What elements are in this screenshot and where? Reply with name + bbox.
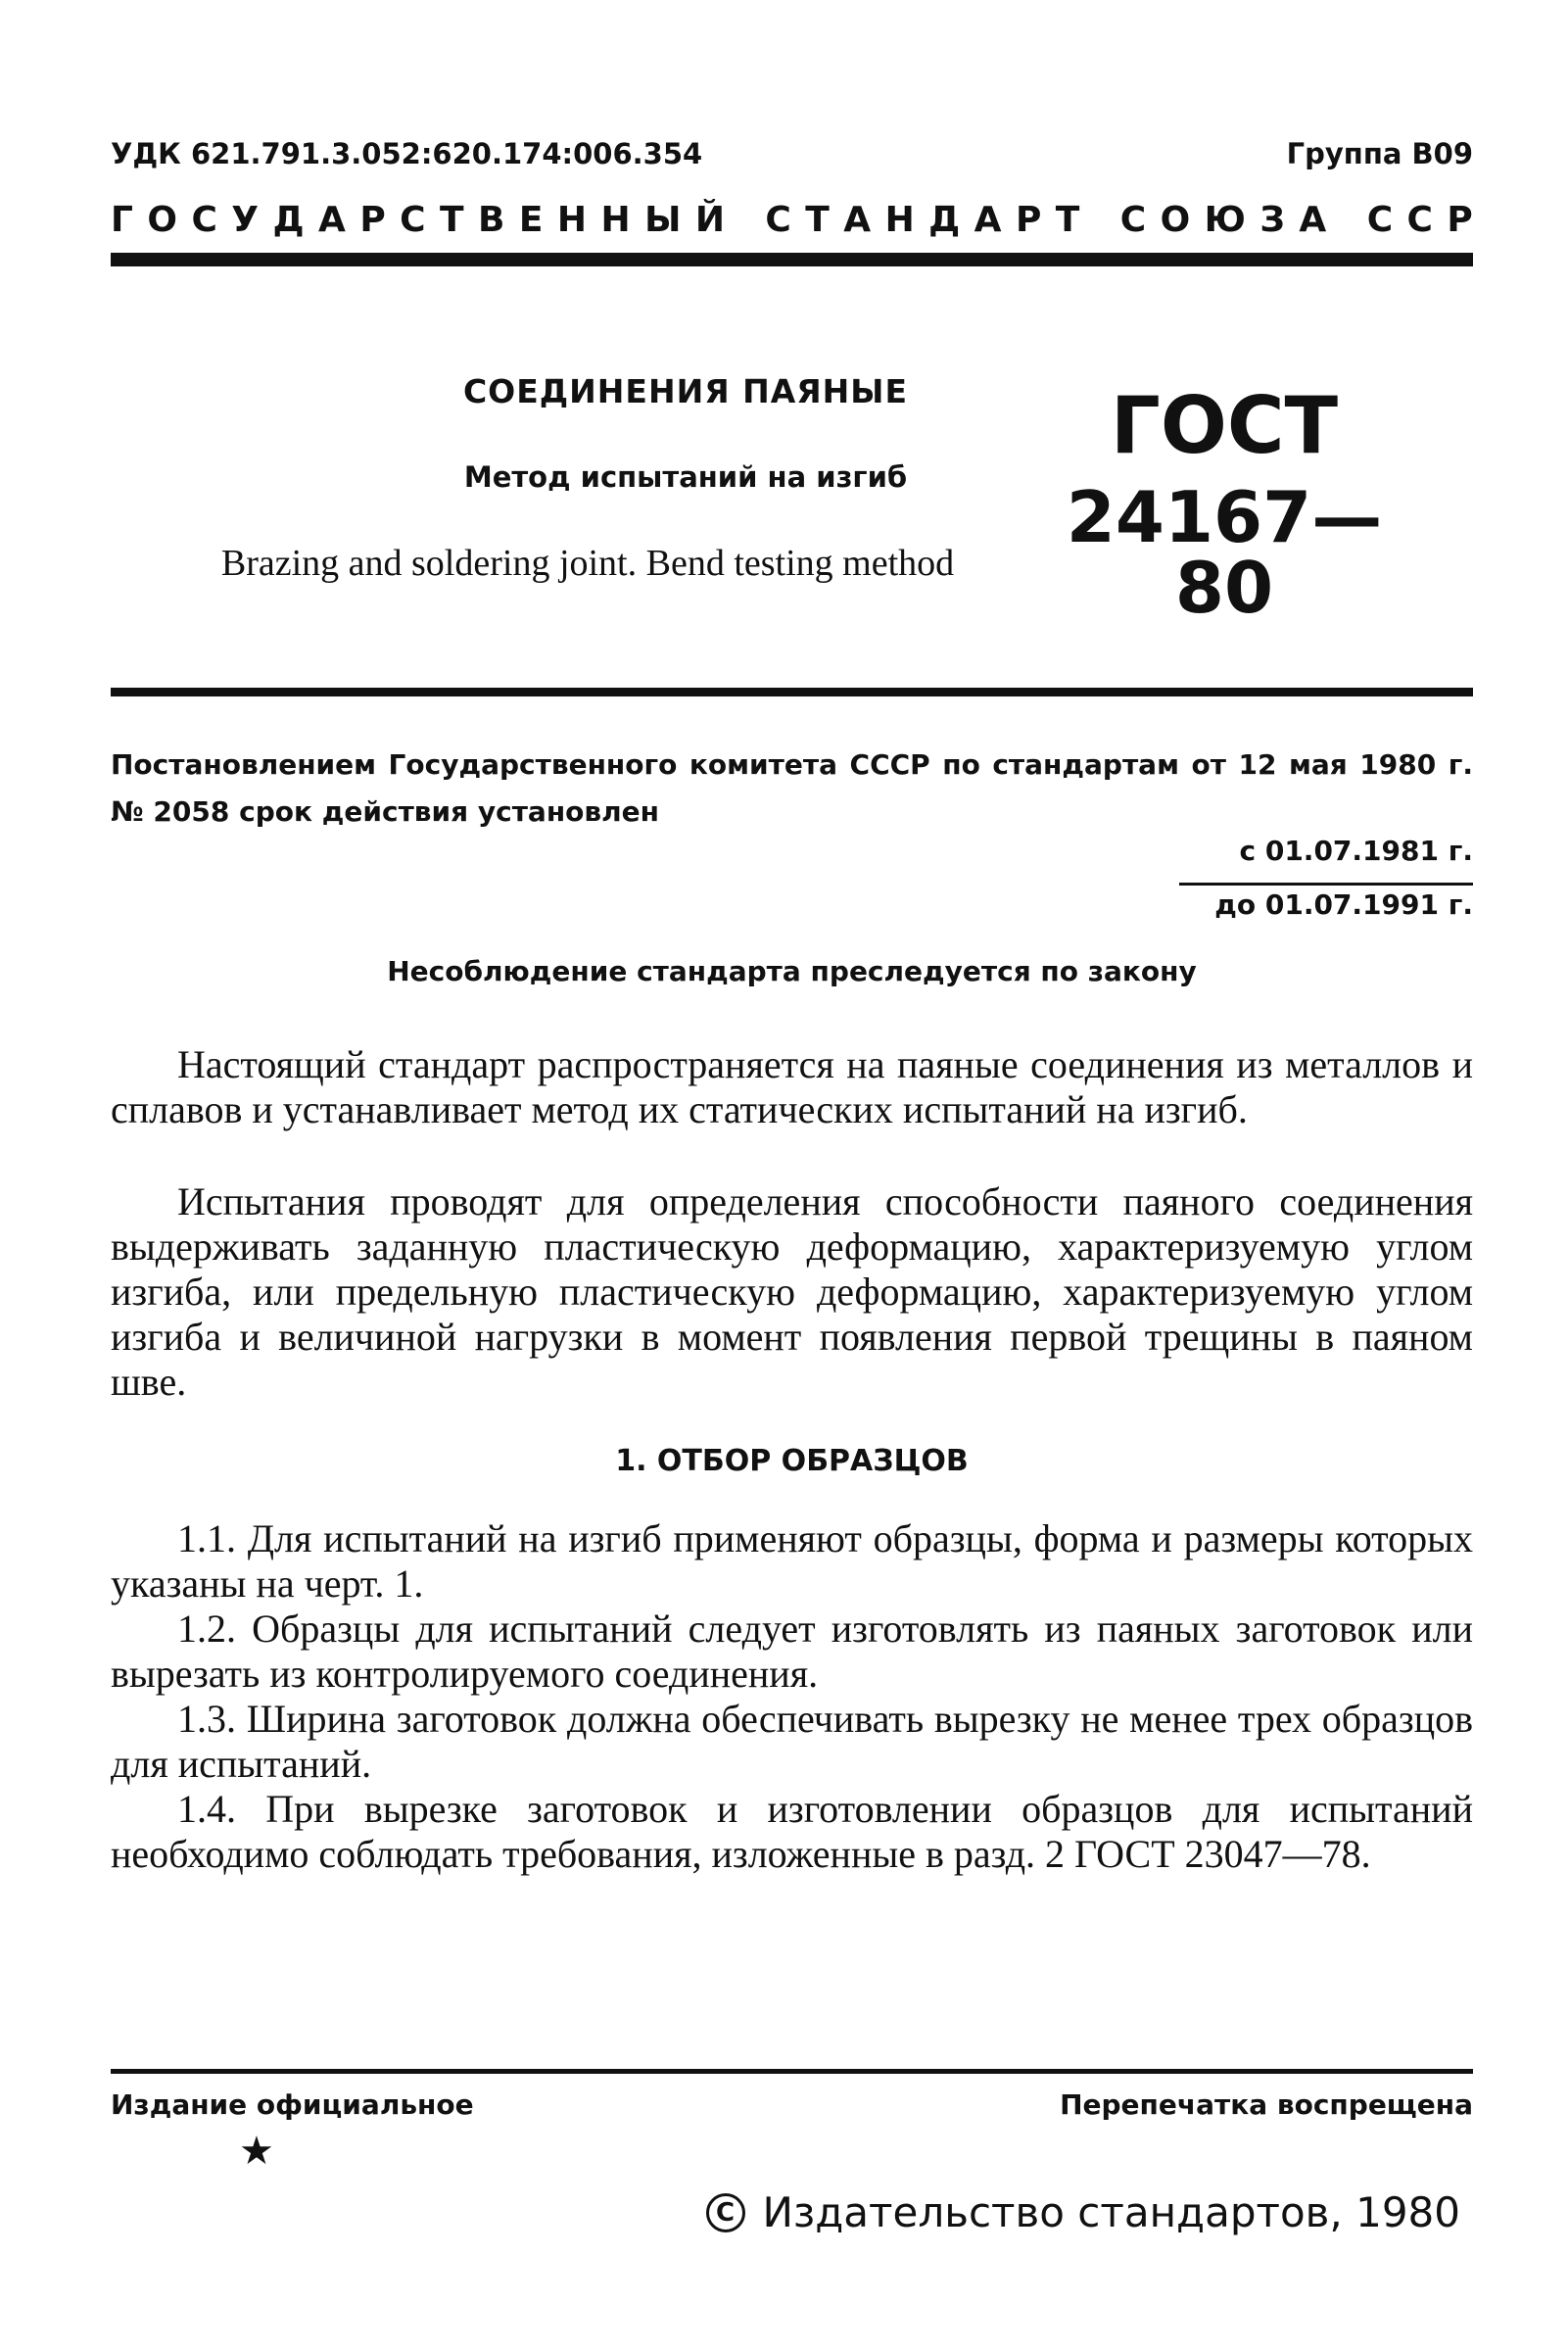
gost-label: ГОСТ — [1110, 380, 1339, 471]
state-standard-letter: А — [318, 200, 346, 240]
state-standard-letter: Г — [111, 200, 133, 240]
gost-number: 24167—80 — [1066, 476, 1383, 629]
state-standard-letter: Д — [928, 200, 961, 240]
intro-paragraph: Испытания проводят для определения способности паяного соединения выдерживать заданную пластическую деформацию, характеризуемую углом изгиба, или предельную пластическую деформацию, характеризуемую углом изгиба и величиной нагрузки в момент появления первой трещины в паяном шве. — [111, 1179, 1473, 1404]
state-standard-letter: С — [1366, 200, 1394, 240]
state-standard-letter: С — [400, 200, 426, 240]
valid-from: с 01.07.1981 г. — [1239, 835, 1473, 867]
english-title: Brazing and soldering joint. Bend testing method — [220, 543, 955, 584]
state-standard-letter: Н — [884, 200, 915, 240]
state-standard-letter: Е — [518, 200, 544, 240]
clause-item: 1.1. Для испытаний на изгиб применяют образцы, форма и размеры которых указаны на черт. 1. — [111, 1516, 1473, 1606]
state-standard-letter: Д — [272, 200, 305, 240]
clause-item: 1.3. Ширина заготовок должна обеспечивать вырезку не менее трех образцов для испытаний. — [111, 1697, 1473, 1786]
standard-subtitle: Метод испытаний на изгиб — [463, 460, 908, 494]
state-standard-letter — [1094, 200, 1107, 240]
state-standard-letter — [738, 200, 751, 240]
state-standard-letter: Т — [1055, 200, 1080, 240]
reprint-notice: Перепечатка воспрещена — [1060, 2088, 1473, 2121]
validity-dates — [1179, 832, 1473, 936]
state-standard-letter: А — [1299, 200, 1327, 240]
state-standard-letter: С — [1119, 200, 1147, 240]
clause-list — [111, 1516, 1473, 1877]
legal-notice: Несоблюдение стандарта преследуется по закону — [387, 955, 1197, 987]
section-title: 1. ОТБОР ОБРАЗЦОВ — [615, 1444, 969, 1478]
title-divider — [111, 688, 1473, 696]
state-standard-letter: Ю — [1204, 200, 1246, 240]
state-standard-letter: С — [1406, 200, 1433, 240]
publisher-line — [706, 2188, 1460, 2236]
decree-text: Постановлением Государственного комитета СССР по стандартам от 12 мая 1980 г. № 2058 срок действия установлен — [111, 748, 1473, 828]
state-standard-letter: Н — [600, 200, 631, 240]
state-standard-letter: З — [1259, 200, 1285, 240]
state-standard-letter: Р — [1015, 200, 1042, 240]
state-standard-letter: Й — [694, 200, 725, 240]
state-standard-letter: Р — [359, 200, 386, 240]
publisher-name: Издательство стандартов, 1980 — [762, 2188, 1460, 2236]
state-standard-letter: Н — [556, 200, 588, 240]
state-standard-letter: У — [231, 200, 260, 240]
state-standard-letter: Т — [440, 200, 464, 240]
copyright-icon: C — [706, 2193, 745, 2232]
state-standard-letter: Р — [1447, 200, 1473, 240]
intro-paragraph: Настоящий стандарт распространяется на паяные соединения из металлов и сплавов и устанавливает метод их статических испытаний на изгиб. — [111, 1042, 1473, 1131]
state-standard-letter: О — [1160, 200, 1191, 240]
state-standard-heading — [111, 200, 1473, 240]
group-code: Группа В09 — [1286, 137, 1473, 170]
state-standard-letter — [1341, 200, 1354, 240]
state-standard-letter: В — [478, 200, 505, 240]
edition-label: Издание официальное — [111, 2088, 474, 2121]
state-standard-letter: Т — [805, 200, 830, 240]
star-icon: ★ — [239, 2129, 274, 2173]
state-standard-letter: С — [765, 200, 791, 240]
standard-title: СОЕДИНЕНИЯ ПАЯНЫЕ — [462, 372, 909, 410]
footer-divider — [111, 2069, 1473, 2074]
state-standard-letter: А — [974, 200, 1002, 240]
clause-item: 1.2. Образцы для испытаний следует изготовлять из паяных заготовок или вырезать из контролируемого соединения. — [111, 1607, 1473, 1696]
clause-item: 1.4. При вырезке заготовок и изготовлении образцов для испытаний необходимо соблюдать требования, изложенные в разд. 2 ГОСТ 23047—78. — [111, 1787, 1473, 1876]
state-standard-letter: О — [147, 200, 177, 240]
state-standard-letter: А — [843, 200, 872, 240]
udk-code: УДК 621.791.3.052:620.174:006.354 — [111, 137, 703, 170]
state-standard-letter: С — [191, 200, 217, 240]
valid-to: до 01.07.1991 г. — [1179, 883, 1473, 936]
header-divider — [111, 253, 1473, 266]
state-standard-letter: Ы — [644, 200, 682, 240]
